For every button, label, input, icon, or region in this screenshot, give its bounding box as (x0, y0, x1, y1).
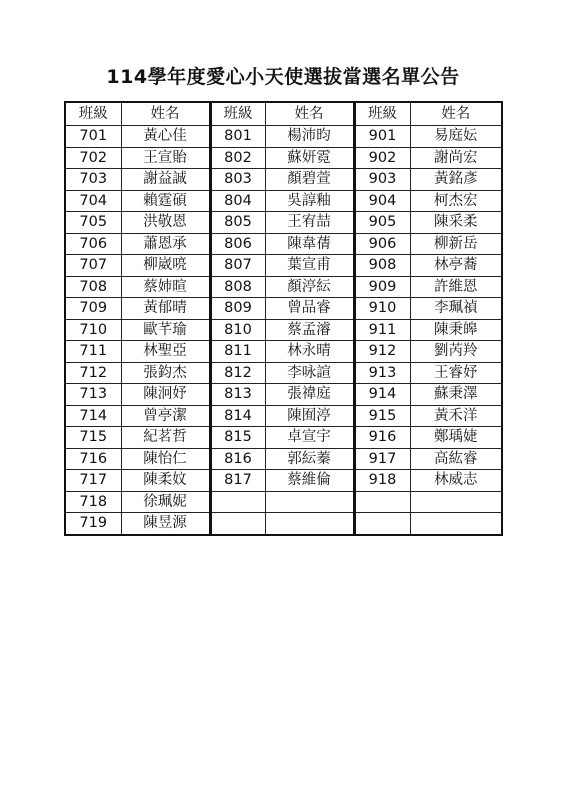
grade9-name-cell: 謝尚宏 (410, 147, 502, 169)
grade9-class-cell: 901 (354, 126, 410, 148)
grade9-class-cell: 915 (354, 405, 410, 427)
grade9-class-cell: 909 (354, 276, 410, 298)
grade8-class-cell: 816 (210, 448, 265, 470)
grade9-name-cell: 黃銘彥 (410, 169, 502, 191)
grade8-class-cell: 807 (210, 255, 265, 277)
grade9-class-cell: 904 (354, 190, 410, 212)
grade8-class-cell (210, 491, 265, 513)
grade7-class-cell: 717 (65, 470, 121, 492)
grade7-class-cell: 710 (65, 319, 121, 341)
grade8-class-cell: 811 (210, 341, 265, 363)
grade7-class-cell: 714 (65, 405, 121, 427)
grade8-class-cell: 812 (210, 362, 265, 384)
grade7-name-header: 姓名 (121, 102, 210, 126)
grade7-name-cell: 蕭恩承 (121, 233, 210, 255)
grade7-name-cell: 曾亭潔 (121, 405, 210, 427)
grade7-class-cell: 711 (65, 341, 121, 363)
grade7-class-cell: 719 (65, 513, 121, 535)
table-row (65, 126, 502, 148)
grade8-name-cell (265, 513, 354, 535)
grade9-name-cell: 王睿妤 (410, 362, 502, 384)
grade9-name-cell: 黃禾洋 (410, 405, 502, 427)
table-row (65, 147, 502, 169)
grade9-name-cell: 李珮禎 (410, 298, 502, 320)
grade8-class-cell: 815 (210, 427, 265, 449)
grade9-class-cell: 906 (354, 233, 410, 255)
table-row (65, 448, 502, 470)
grade8-class-cell: 801 (210, 126, 265, 148)
grade8-name-cell: 李咏諠 (265, 362, 354, 384)
grade7-name-cell: 黃郁晴 (121, 298, 210, 320)
grade7-name-cell: 陳柔妏 (121, 470, 210, 492)
grade8-name-cell: 楊沛昀 (265, 126, 354, 148)
grade9-class-cell: 903 (354, 169, 410, 191)
grade7-class-cell: 703 (65, 169, 121, 191)
grade9-name-cell: 高紘睿 (410, 448, 502, 470)
table-row (65, 212, 502, 234)
grade8-class-cell: 802 (210, 147, 265, 169)
grade7-class-cell: 701 (65, 126, 121, 148)
grade9-name-cell: 蘇秉澤 (410, 384, 502, 406)
table-row (65, 190, 502, 212)
grade8-name-cell: 蔡維倫 (265, 470, 354, 492)
grade9-name-cell: 陳秉皞 (410, 319, 502, 341)
grade7-class-header: 班級 (65, 102, 121, 126)
grade8-name-cell: 吳諄釉 (265, 190, 354, 212)
grade9-name-cell (410, 513, 502, 535)
grade7-class-cell: 715 (65, 427, 121, 449)
grade8-class-cell (210, 513, 265, 535)
grade8-class-cell: 813 (210, 384, 265, 406)
grade9-class-cell: 908 (354, 255, 410, 277)
table-row (65, 384, 502, 406)
grade7-name-cell: 紀茗哲 (121, 427, 210, 449)
grade8-name-cell: 卓宣宇 (265, 427, 354, 449)
grade7-class-cell: 707 (65, 255, 121, 277)
grade9-class-cell: 911 (354, 319, 410, 341)
grade7-name-cell: 徐珮妮 (121, 491, 210, 513)
grade9-name-cell: 鄭瑀婕 (410, 427, 502, 449)
grade8-name-cell: 張禕庭 (265, 384, 354, 406)
grade8-class-cell: 817 (210, 470, 265, 492)
grade9-class-cell: 917 (354, 448, 410, 470)
grade7-name-cell: 歐芊瑜 (121, 319, 210, 341)
grade7-name-cell: 柳崴喨 (121, 255, 210, 277)
grade8-name-cell: 顏渟紜 (265, 276, 354, 298)
grade9-class-header: 班級 (354, 102, 410, 126)
grade8-name-cell: 林永晴 (265, 341, 354, 363)
table-row (65, 491, 502, 513)
grade7-class-cell: 716 (65, 448, 121, 470)
grade7-name-cell: 張鈞杰 (121, 362, 210, 384)
grade8-name-cell: 郭紜蓁 (265, 448, 354, 470)
table-row (65, 276, 502, 298)
grade8-class-cell: 814 (210, 405, 265, 427)
grade9-class-cell: 910 (354, 298, 410, 320)
grade9-name-cell: 林亭蕎 (410, 255, 502, 277)
grade8-class-cell: 805 (210, 212, 265, 234)
table-row (65, 255, 502, 277)
table-row (65, 513, 502, 535)
grade7-class-cell: 702 (65, 147, 121, 169)
grade7-name-cell: 陳怡仁 (121, 448, 210, 470)
table-row (65, 470, 502, 492)
grade8-name-cell: 陳韋蒨 (265, 233, 354, 255)
table-row (65, 298, 502, 320)
grade8-name-cell: 陳囿渟 (265, 405, 354, 427)
grade9-class-cell: 905 (354, 212, 410, 234)
grade7-class-cell: 704 (65, 190, 121, 212)
table-body (65, 126, 502, 535)
grade7-name-cell: 黃心佳 (121, 126, 210, 148)
table-row (65, 405, 502, 427)
grade9-class-cell: 916 (354, 427, 410, 449)
page-title: 114學年度愛心小天使選拔當選名單公告 (106, 66, 460, 88)
winners-table (64, 101, 503, 536)
grade7-class-cell: 709 (65, 298, 121, 320)
grade7-name-cell: 賴霆碩 (121, 190, 210, 212)
grade9-name-cell: 陳采柔 (410, 212, 502, 234)
grade7-class-cell: 708 (65, 276, 121, 298)
grade8-class-cell: 809 (210, 298, 265, 320)
grade8-name-header: 姓名 (265, 102, 354, 126)
table-row (65, 362, 502, 384)
grade9-name-cell: 許維恩 (410, 276, 502, 298)
grade7-name-cell: 陳昱源 (121, 513, 210, 535)
table-row (65, 169, 502, 191)
grade8-name-cell: 顏碧萱 (265, 169, 354, 191)
grade7-name-cell: 陳泂妤 (121, 384, 210, 406)
grade7-class-cell: 713 (65, 384, 121, 406)
grade9-name-cell: 柳新岳 (410, 233, 502, 255)
grade9-name-cell: 劉芮羚 (410, 341, 502, 363)
table-row (65, 233, 502, 255)
grade9-name-cell (410, 491, 502, 513)
grade8-name-cell: 曾品睿 (265, 298, 354, 320)
grade7-name-cell: 洪敬恩 (121, 212, 210, 234)
grade9-name-cell: 易庭妘 (410, 126, 502, 148)
grade8-class-cell: 803 (210, 169, 265, 191)
grade8-class-cell: 804 (210, 190, 265, 212)
grade8-class-cell: 806 (210, 233, 265, 255)
table-header-row (65, 102, 502, 126)
grade9-name-cell: 柯杰宏 (410, 190, 502, 212)
grade9-name-cell: 林威志 (410, 470, 502, 492)
grade9-class-cell (354, 513, 410, 535)
grade9-class-cell: 918 (354, 470, 410, 492)
grade9-name-header: 姓名 (410, 102, 502, 126)
grade7-name-cell: 蔡姉暄 (121, 276, 210, 298)
grade7-name-cell: 王宣貽 (121, 147, 210, 169)
grade9-class-cell: 902 (354, 147, 410, 169)
grade8-class-cell: 808 (210, 276, 265, 298)
grade7-class-cell: 712 (65, 362, 121, 384)
grade8-name-cell: 蔡孟濬 (265, 319, 354, 341)
grade9-class-cell: 912 (354, 341, 410, 363)
grade9-class-cell (354, 491, 410, 513)
grade8-name-cell: 王宥喆 (265, 212, 354, 234)
grade7-class-cell: 705 (65, 212, 121, 234)
grade7-class-cell: 706 (65, 233, 121, 255)
grade7-name-cell: 謝益誠 (121, 169, 210, 191)
grade8-class-cell: 810 (210, 319, 265, 341)
grade8-name-cell (265, 491, 354, 513)
grade8-class-header: 班級 (210, 102, 265, 126)
grade9-class-cell: 913 (354, 362, 410, 384)
grade7-class-cell: 718 (65, 491, 121, 513)
grade9-class-cell: 914 (354, 384, 410, 406)
table-row (65, 427, 502, 449)
grade8-name-cell: 蘇妍霓 (265, 147, 354, 169)
grade8-name-cell: 葉宣甫 (265, 255, 354, 277)
table-row (65, 341, 502, 363)
table-row (65, 319, 502, 341)
grade7-name-cell: 林聖亞 (121, 341, 210, 363)
